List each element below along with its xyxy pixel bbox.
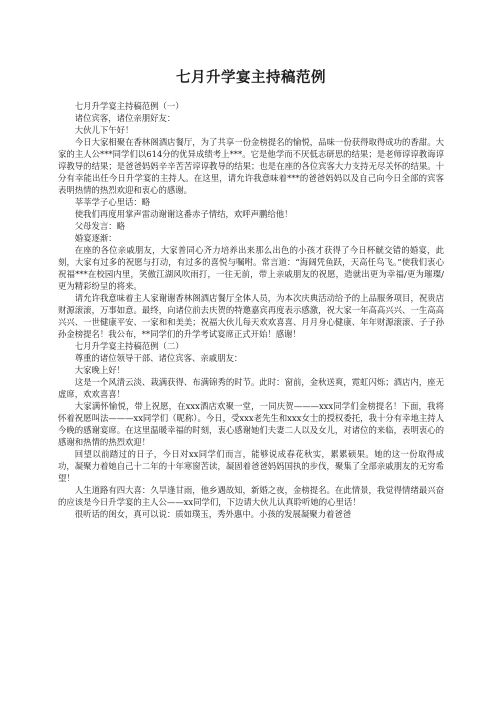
paragraph: 大家晚上好！	[74, 365, 126, 375]
paragraph: 使我们再度用掌声雷动谢谢这番赤子情结，欢呼声鹏给他！	[74, 209, 293, 219]
paragraph: 大伙儿下午好！	[74, 125, 134, 135]
paragraph: 请允许我意味着主人家谢谢香林阁酒店餐厅全体人员，为本次庆典活动给予的上品服务项目，祝贵店财源滚滚，万事如意。最终，向诸位前去庆贺的特邀嘉宾再度表示感激，祝大家一年高高兴兴、一生高高兴兴、一世健康平安、一家和和美美；祝福大伙儿每天欢欢喜喜、月月身心健康、年年财源滚滚、子子孙孙金榜提名！我公布，**同学们的升学考试宴席正式开始！感谢！	[58, 293, 444, 339]
paragraph: 今日大家相聚在香林阁酒店餐厅，为了共享一份金榜提名的愉悦，品味一份获得取得成功的香甜。大家的主人公***同学们以614分的优异成绩考上***。它是他学而不厌低志研思的结果；是老师谆谆教诲谆谆教导的结果；是爸爸妈妈辛辛苦苦谆谆教导的结果；也是在座的各位宾客大力支持无尽关怀的结果。十分有幸能出任今日升学宴的主持人。在这里，请允许我意味着***的爸爸妈妈以及自己向今日全部的宾客表明热情的热烈欢迎和衷心的感谢。	[58, 137, 444, 195]
document-title: 七月升学宴主持稿范例	[176, 70, 326, 86]
paragraph: 在座的各位亲戚朋友，大家普同心齐力培养出来那么出色的小孩才获得了今日杯觥交错的婚宴，此刻，大家有过多的祝愿与打动，有过多的喜悦与嘱咐。常言道：“海阔凭鱼跃，天高任鸟飞。”使我们衷心祝福***在校园内里，笑傲江湖风吹雨打，一往无前，带上亲戚朋友的祝愿，造就出更为幸福/更为璀璨/更为精彩纷呈的将来。	[58, 245, 444, 291]
paragraph: 回望以前踏过的日子，今日对xx同学们而言，能够说成春花秋实，累累硕果。她的这一份取得成功，凝聚力着她自己十二年的十年寒窗苦读，凝固着爸爸妈妈国执的步伐，聚集了全部亲戚朋友的无穷希望！	[58, 449, 444, 483]
paragraph: 人生道路有四大喜：久旱逢甘雨，他乡遇故知，新婚之夜，金榜提名。在此情景，我觉得情绪最兴奋的应该是今日升学宴的主人公——xx同学们，下边请大伙儿认真聆听她的心里话！	[58, 485, 444, 507]
document-body	[58, 100, 444, 520]
paragraph: 父母发言：略	[74, 221, 126, 231]
paragraph: 七月升学宴主持稿范例（二）	[74, 341, 184, 351]
paragraph: 这是一个风清云淡、栽满获得、布满锦秀的时节。此时：窗前，金秋送爽，霓虹闪烁；酒店内，座无虚席，欢欢喜喜！	[58, 377, 444, 399]
paragraph: 诸位宾客，诸位亲朋好友：	[74, 113, 176, 123]
paragraph: 尊重的诸位领导干部、诸位宾客、亲戚朋友：	[74, 353, 243, 363]
paragraph: 莘莘学子心里话：略	[74, 197, 151, 207]
paragraph: 婚宴逐渐：	[74, 233, 117, 243]
paragraph: 大家满怀愉悦，带上祝愿，在xxx酒店欢聚一堂，一同庆贺———xxx同学们金榜提名！下面，我将怀着祝愿叫法———xx同学们（昵称）。今日，受xxx老先生和xxx女士的授权委托，我十分有幸地主持人今晚的感谢宴席。在这里温暖幸福的时刻，衷心感谢她们夫妻二人以及女儿，对诸位的来临，表明衷心的感谢和热情的热烈欢迎！	[58, 401, 444, 447]
paragraph: 七月升学宴主持稿范例（一）	[74, 101, 184, 111]
paragraph: 很听话的闺女，真可以说：质如璞玉，秀外惠中。小孩的发展凝聚力着爸爸	[74, 509, 352, 519]
